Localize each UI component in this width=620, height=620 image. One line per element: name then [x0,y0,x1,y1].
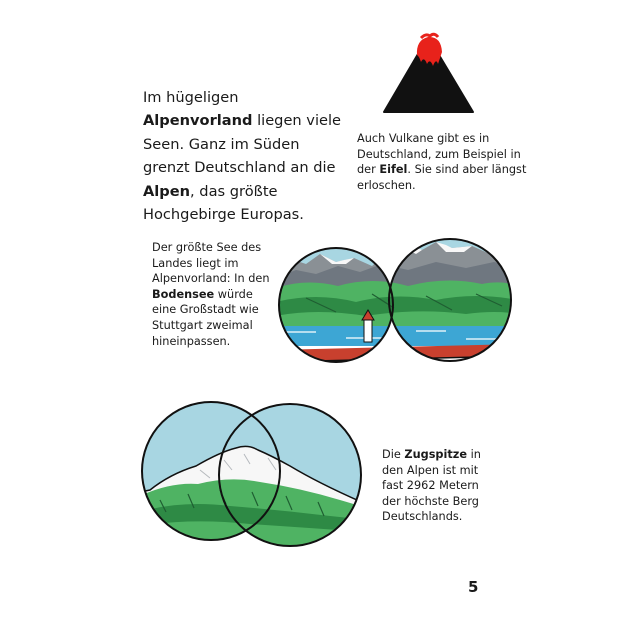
zugspitze-caption-text-2: in den Alpen ist mit fast 2962 Metern der höchste Berg Deutschlands. [382,448,481,524]
volcano-illustration [378,28,478,116]
intro-term-alpen: Alpen [143,182,191,200]
volcano-caption-text-1: Auch Vulkane gibt es in Deutschland, zum Beispiel in der [357,132,521,177]
lake-caption [152,240,277,349]
lake-binocular-view [276,232,518,382]
intro-text-3: , das größte Hochgebirge Europas. [143,182,304,224]
intro-text-1: Im hügeligen [143,89,239,106]
mountain-binocular-view [140,400,366,548]
lake-caption-term-bodensee: Bodensee [152,287,215,301]
intro-term-alpenvorland: Alpenvorland [143,112,253,130]
intro-text-2: liegen viele Seen. Ganz im Süden grenzt Deutschland an die [143,112,342,177]
lake-caption-text-2: würde eine Großstadt wie Stuttgart zweimal hineinpassen. [152,287,259,348]
zugspitze-caption-term-zugspitze: Zugspitze [404,448,468,461]
page-number: 5 [468,578,479,596]
zugspitze-caption [382,447,492,525]
lake-caption-text-1: Der größte See des Landes liegt im Alpenvorland: In den [152,241,270,286]
intro-paragraph [143,86,343,226]
volcano-caption-term-eifel: Eifel [379,163,408,177]
volcano-caption [357,131,527,193]
zugspitze-caption-text-1: Die [382,448,405,461]
volcano-caption-text-2: . Sie sind aber längst erloschen. [357,163,527,192]
